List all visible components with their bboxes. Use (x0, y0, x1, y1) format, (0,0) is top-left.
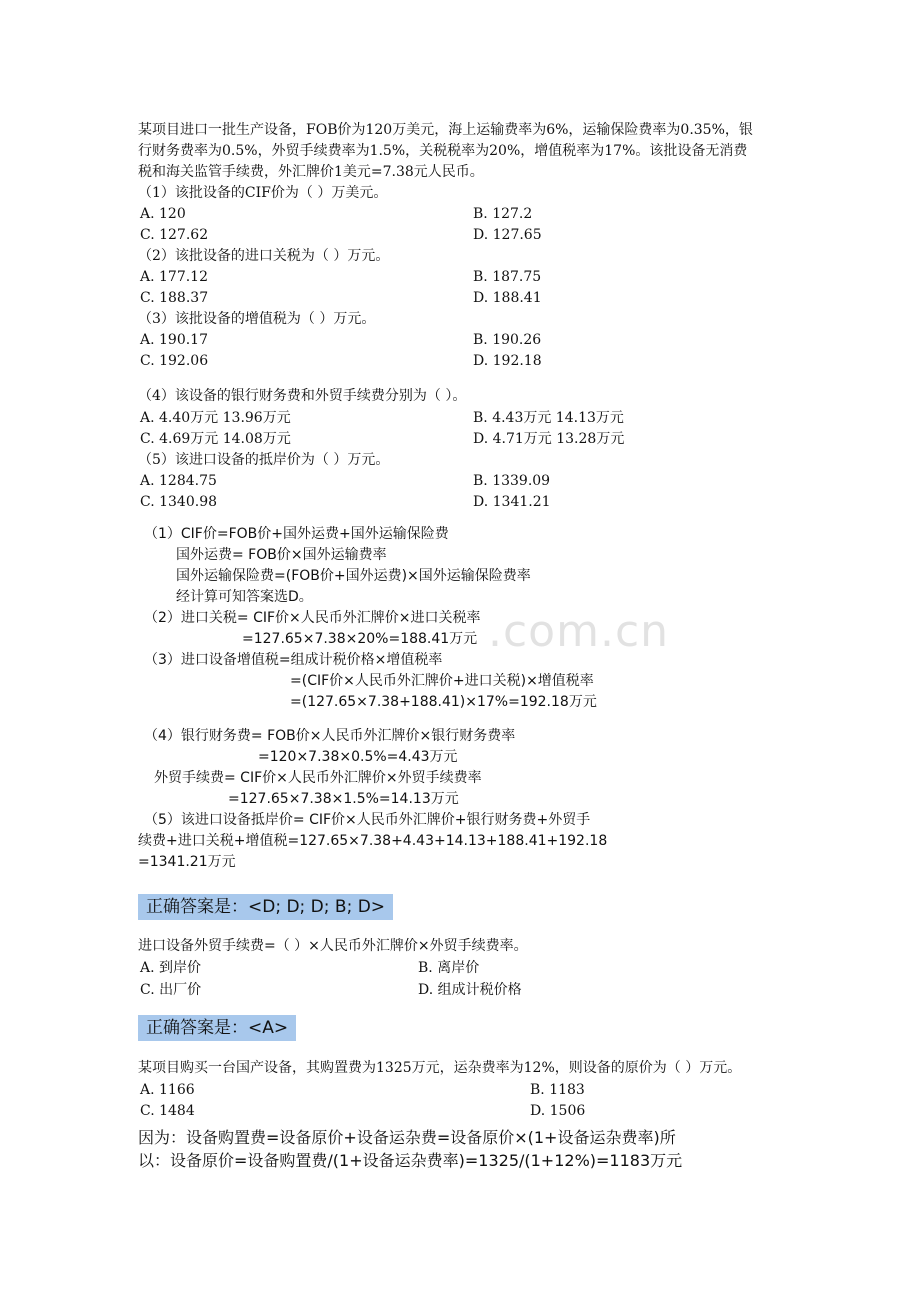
q1-sub2-option-d[interactable]: D. 188.41 (473, 290, 542, 306)
q1-sub2-question: （2）该批设备的进口关税为（ ）万元。 (138, 248, 390, 264)
q1-sub5-option-d[interactable]: D. 1341.21 (473, 494, 551, 510)
q1-sub1-option-d[interactable]: D. 127.65 (473, 227, 542, 243)
q1-sub4-option-d[interactable]: D. 4.71万元 13.28万元 (473, 431, 625, 447)
q1-sub4-option-b[interactable]: B. 4.43万元 14.13万元 (473, 410, 624, 426)
explanation-line: 国外运输保险费=(FOB价+国外运费)×国外运输保险费率 (176, 568, 531, 584)
q2-answer-banner: 正确答案是：<A> (138, 1015, 296, 1041)
q1-sub3-option-a[interactable]: A. 190.17 (140, 332, 208, 348)
q1-sub3-question: （3）该批设备的增值税为（ ）万元。 (138, 311, 376, 327)
q2-option-c[interactable]: C. 出厂价 (140, 982, 202, 998)
q3-explanation-line: 因为：设备购置费=设备原价+设备运杂费=设备原价×(1+设备运杂费率)所 (138, 1128, 676, 1147)
q1-sub3-option-c[interactable]: C. 192.06 (140, 353, 209, 369)
q3-option-d[interactable]: D. 1506 (530, 1103, 586, 1119)
q2-option-d[interactable]: D. 组成计税价格 (418, 982, 522, 998)
q3-option-c[interactable]: C. 1484 (140, 1103, 195, 1119)
q1-sub5-option-a[interactable]: A. 1284.75 (140, 473, 217, 489)
explanation-line: 外贸手续费= CIF价×人民币外汇牌价×外贸手续费率 (154, 770, 482, 786)
explanation-line: （5）该进口设备抵岸价= CIF价×人民币外汇牌价+银行财务费+外贸手 (144, 812, 591, 828)
explanation-line: （4）银行财务费= FOB价×人民币外汇牌价×银行财务费率 (144, 728, 516, 744)
q1-stem-line-3: 税和海关监管手续费，外汇牌价1美元=7.38元人民币。 (138, 164, 484, 180)
q1-sub1-option-c[interactable]: C. 127.62 (140, 227, 209, 243)
explanation-line: =127.65×7.38×20%=188.41万元 (242, 631, 478, 647)
explanation-line: =1341.21万元 (138, 854, 236, 870)
watermark: .com.cn (488, 606, 670, 657)
q3-option-b[interactable]: B. 1183 (530, 1082, 585, 1098)
q2-stem: 进口设备外贸手续费=（ ）×人民币外汇牌价×外贸手续费率。 (138, 938, 528, 954)
q1-sub1-option-b[interactable]: B. 127.2 (473, 206, 533, 222)
q1-sub5-question: （5）该进口设备的抵岸价为（ ）万元。 (138, 452, 390, 468)
q1-sub1-option-a[interactable]: A. 120 (140, 206, 186, 222)
q1-sub2-option-b[interactable]: B. 187.75 (473, 269, 542, 285)
q3-option-a[interactable]: A. 1166 (140, 1082, 195, 1098)
explanation-line: （1）CIF价=FOB价+国外运费+国外运输保险费 (144, 526, 449, 542)
q1-sub5-option-b[interactable]: B. 1339.09 (473, 473, 551, 489)
q1-sub2-option-a[interactable]: A. 177.12 (140, 269, 208, 285)
explanation-line: =120×7.38×0.5%=4.43万元 (258, 749, 458, 765)
q1-sub4-option-c[interactable]: C. 4.69万元 14.08万元 (140, 431, 291, 447)
q2-option-a[interactable]: A. 到岸价 (140, 960, 202, 976)
q1-sub4-option-a[interactable]: A. 4.40万元 13.96万元 (140, 410, 291, 426)
explanation-line: =(CIF价×人民币外汇牌价+进口关税)×增值税率 (290, 673, 594, 689)
q1-stem-line-1: 某项目进口一批生产设备，FOB价为120万美元，海上运输费率为6%，运输保险费率为0.35%，银 (138, 122, 753, 138)
q1-stem-line-2: 行财务费率为0.5%，外贸手续费率为1.5%，关税税率为20%，增值税率为17%。该批设备无消费 (138, 143, 748, 159)
explanation-line: 续费+进口关税+增值税=127.65×7.38+4.43+14.13+188.41+192.18 (138, 833, 608, 849)
explanation-line: =127.65×7.38×1.5%=14.13万元 (228, 791, 459, 807)
q2-option-b[interactable]: B. 离岸价 (418, 960, 480, 976)
explanation-line: 经计算可知答案选D。 (176, 589, 313, 605)
q1-sub4-question: （4）该设备的银行财务费和外贸手续费分别为（ ）。 (138, 388, 467, 404)
q3-stem: 某项目购买一台国产设备，其购置费为1325万元，运杂费率为12%，则设备的原价为（ ）万元。 (138, 1060, 742, 1076)
explanation-line: （2）进口关税= CIF价×人民币外汇牌价×进口关税率 (144, 610, 481, 626)
q1-sub2-option-c[interactable]: C. 188.37 (140, 290, 209, 306)
q3-explanation-line: 以：设备原价=设备购置费/(1+设备运杂费率)=1325/(1+12%)=1183万元 (138, 1151, 683, 1170)
q1-sub1-question: （1）该批设备的CIF价为（ ）万美元。 (138, 185, 388, 201)
explanation-line: 国外运费= FOB价×国外运输费率 (176, 547, 387, 563)
q1-sub5-option-c[interactable]: C. 1340.98 (140, 494, 218, 510)
explanation-line: =(127.65×7.38+188.41)×17%=192.18万元 (290, 694, 597, 710)
q1-sub3-option-b[interactable]: B. 190.26 (473, 332, 542, 348)
explanation-line: （3）进口设备增值税=组成计税价格×增值税率 (144, 652, 443, 668)
q1-sub3-option-d[interactable]: D. 192.18 (473, 353, 542, 369)
q1-answer-banner: 正确答案是：<D; D; D; B; D> (138, 894, 393, 920)
